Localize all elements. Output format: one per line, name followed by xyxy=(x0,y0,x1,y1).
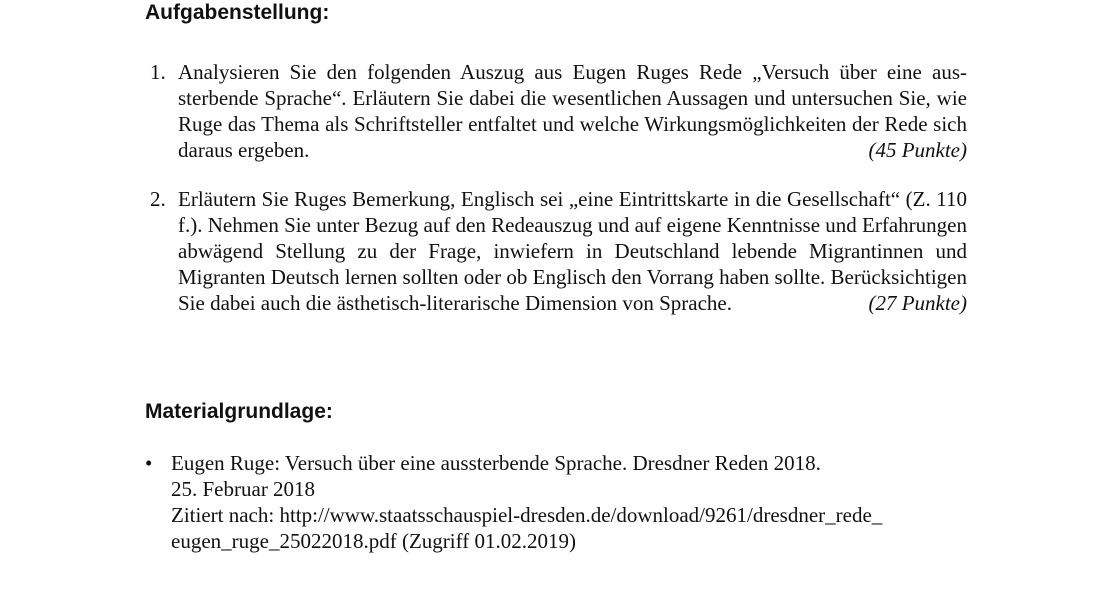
task-points: (45 Punkte) xyxy=(868,138,967,162)
material-list xyxy=(145,450,965,554)
task-body xyxy=(178,59,967,163)
task-text: Erläutern Sie Ruges Bemerkung, Englisch sei „eine Eintrittskarte in die Gesellschaft“ (Z. 110 f.). Nehmen Sie unter Bezug auf den Redeauszug und auf eigene Kenntnisse und Erfahrungen abwägend Stellung zu der Frage, inwiefern in Deutschland lebende Migrantinnen und Migranten Deutsch lernen sollten oder ob Englisch den Vorrang haben sollte. Berücksichtigen Sie dabei auch die ästhetisch-literarische Dimension von Sprache. xyxy=(178,187,967,315)
section-heading-materialgrundlage: Materialgrundlage: xyxy=(145,400,333,423)
bullet-icon: • xyxy=(145,451,153,475)
list-item xyxy=(145,450,965,554)
task-text: Analysieren Sie den folgenden Auszug aus Eugen Ruges Rede „Versuch über eine aussterbende Sprache“. Erläutern Sie dabei die wesentlichen Aussagen und untersuchen Sie, wie Ruge das Thema als Schriftsteller entfaltet und welche Wirkungsmöglichkeiten der Rede sich daraus ergeben. xyxy=(178,60,967,162)
task-number: 2. xyxy=(150,187,166,211)
task-body xyxy=(178,186,967,316)
source-line: 25. Februar 2018 xyxy=(171,477,316,501)
task-item xyxy=(145,186,967,316)
task-item xyxy=(145,59,967,163)
section-heading-aufgabenstellung: Aufgabenstellung: xyxy=(145,1,330,24)
task-points: (27 Punkte) xyxy=(868,291,967,315)
source-line: Zitiert nach: http://www.staatsschauspiel-dresden.de/download/9261/dresdner_rede_ xyxy=(171,503,883,527)
source-line: eugen_ruge_25022018.pdf (Zugriff 01.02.2019) xyxy=(171,529,576,553)
task-number: 1. xyxy=(150,60,166,84)
source-line: Eugen Ruge: Versuch über eine aussterbende Sprache. Dresdner Reden 2018. xyxy=(171,451,821,475)
